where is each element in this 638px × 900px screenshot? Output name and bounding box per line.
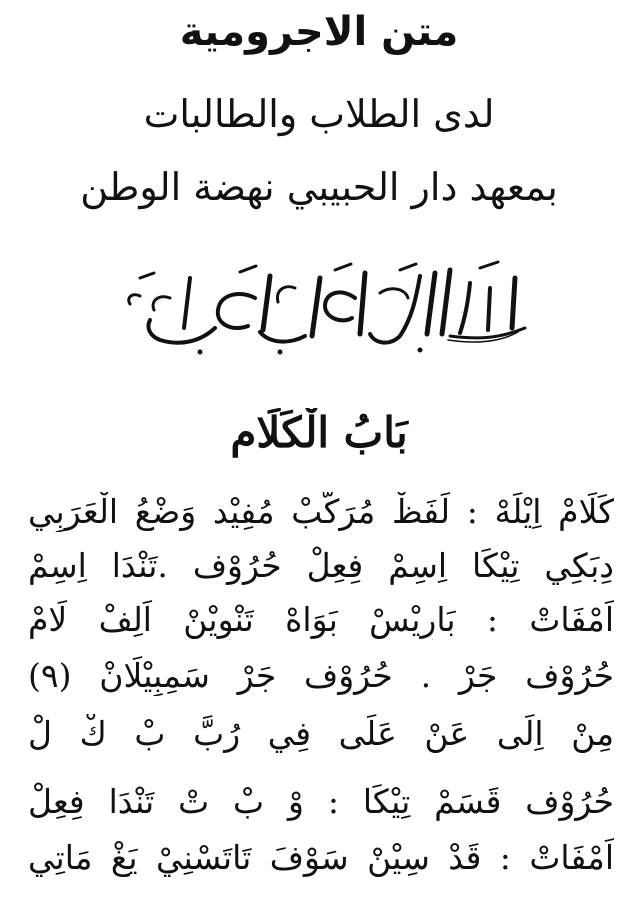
chapter-title: بَابُ الْكَلَامِ xyxy=(230,408,408,457)
verse-line-2: دِبَكِي تِيْكَا اِسِمْ فِعِلْ حُرُوْف .تَنْدَا اِسِمْ xyxy=(28,546,614,585)
verse-line-6: حُرُوْف قَسَمْ تِيْكَا : وْ بْ تْ تَنْدَا فِعِلْ xyxy=(28,782,614,821)
verse-line-5: مِنْ اِلَى عَنْ عَلَى فِي رُبَّ بْ كْ لْ xyxy=(28,714,614,753)
verse-line-4: حُرُوْف جَرْ . حُرُوْف جَرْ سَمِبِيْلَانْ (٩) xyxy=(28,656,614,695)
basmala-calligraphy-graphic xyxy=(120,258,540,358)
page-title: متن الاجرومية xyxy=(179,9,459,55)
verse-line-1: كَلَامْ اِيْلَهْ : لَفَظْ مُرَكَّبْ مُفِيْد وَضْعُ الْعَرَبِي xyxy=(28,492,614,531)
subtitle-students: لدى الطلاب والطالبات xyxy=(143,92,495,136)
subtitle-institute: بمعهد دار الحبيبي نهضة الوطن xyxy=(80,165,558,209)
verse-line-7: اَمْفَاتْ : قَدْ سِيْنْ سَوْفَ تَاتَسْنِيْ يَغْ مَاتِي xyxy=(28,838,614,877)
basmala-calligraphy xyxy=(120,258,540,358)
verse-line-3: اَمْفَاتْ : بَارِيْسْ بَوَاهْ تَنْوِيْنْ اَلِفْ لَامْ xyxy=(28,600,614,639)
